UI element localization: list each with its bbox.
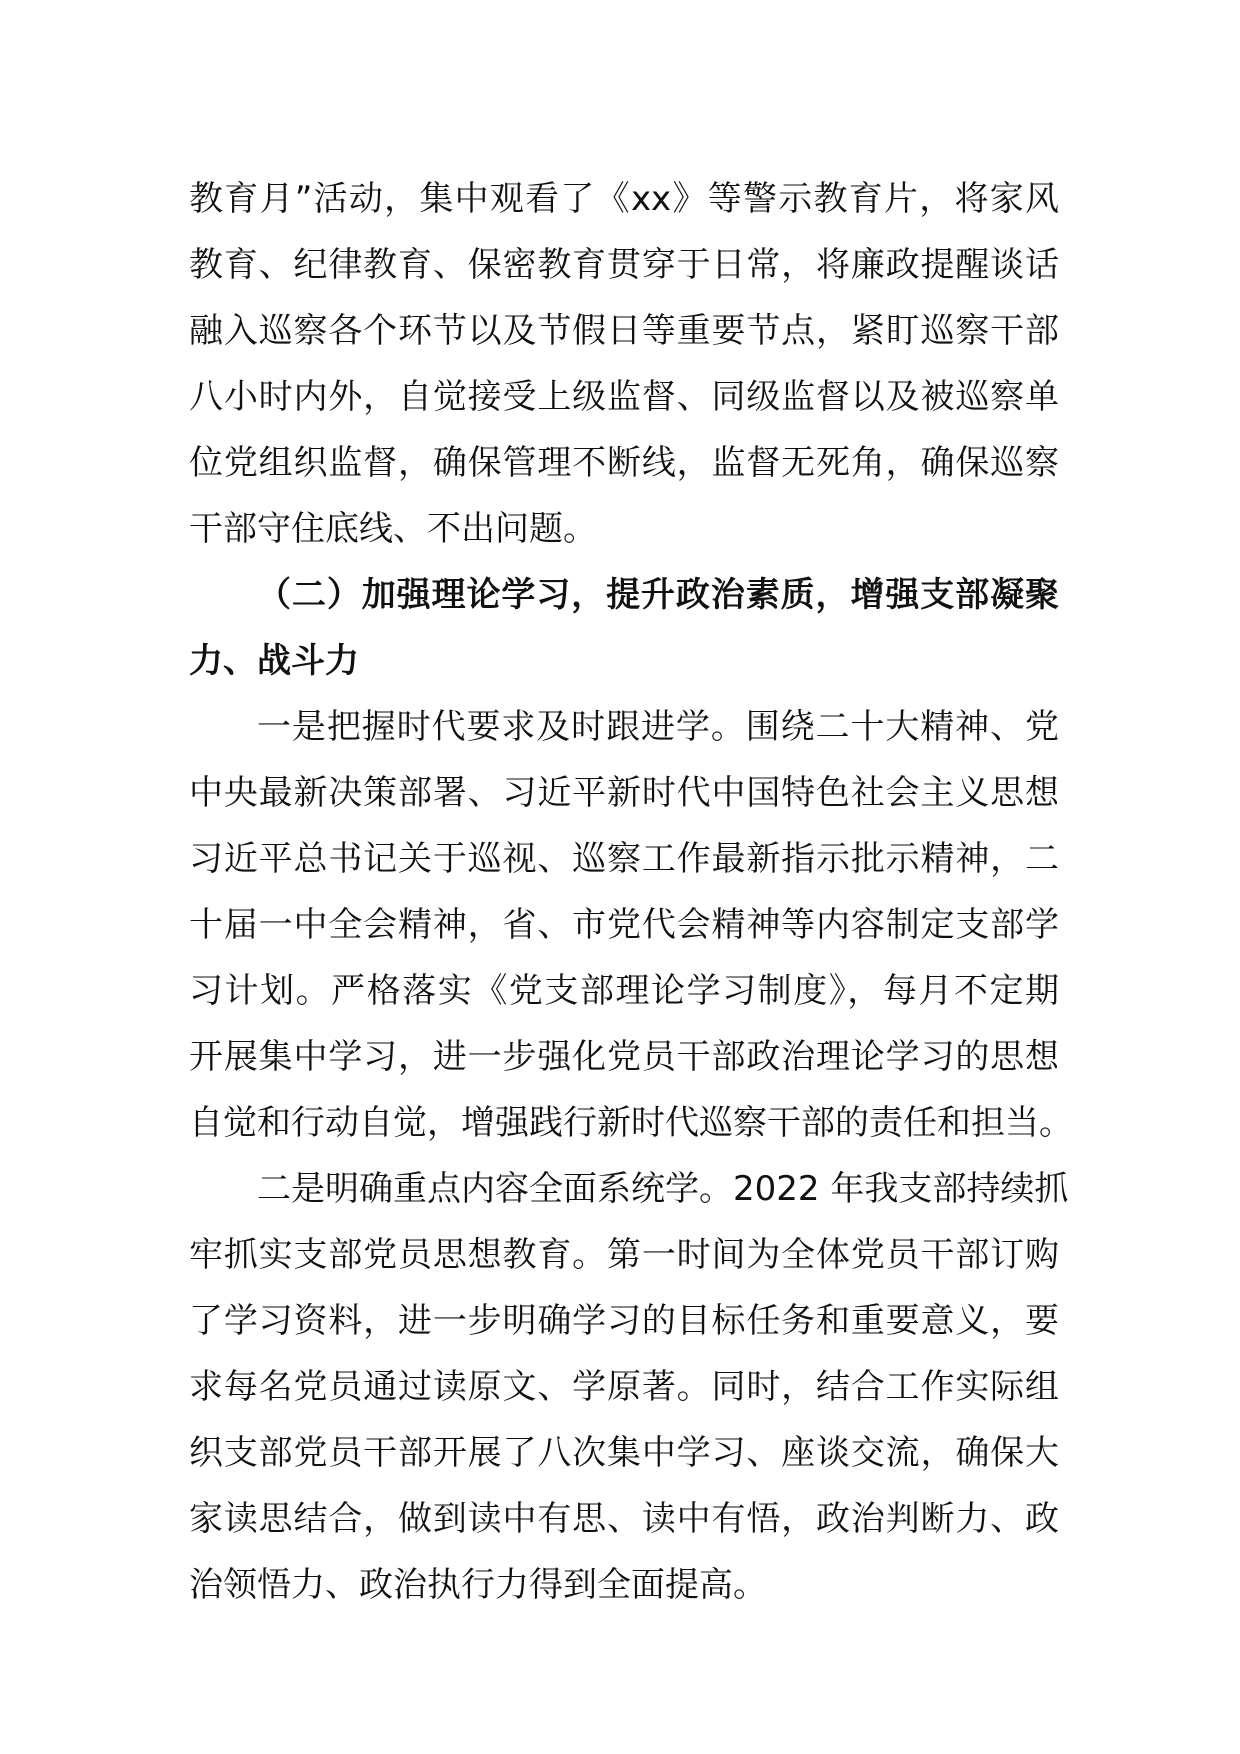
paragraph-systematic-learning xyxy=(189,1156,1069,1618)
paragraph-line: 一是把握时代要求及时跟进学。围绕二十大精神、党 xyxy=(257,707,1059,747)
paragraph-discipline-education xyxy=(189,166,1059,562)
paragraph-line: 二是明确重点内容全面系统学。2022 年我支部持续抓 xyxy=(257,1169,1069,1209)
paragraph-line: 习计划。严格落实《党支部理论学习制度》，每月不定期 xyxy=(189,971,1059,1011)
heading-line: （二）加强理论学习，提升政治素质，增强支部凝聚 xyxy=(257,575,1059,615)
paragraph-line: 求每名党员通过读原文、学原著。同时，结合工作实际组 xyxy=(189,1367,1059,1407)
heading-line: 力、战斗力 xyxy=(189,641,359,681)
paragraph-line: 牢抓实支部党员思想教育。第一时间为全体党员干部订购 xyxy=(189,1235,1059,1275)
paragraph-line: 治领悟力、政治执行力得到全面提高。 xyxy=(189,1565,767,1605)
paragraph-line: 融入巡察各个环节以及节假日等重要节点，紧盯巡察干部 xyxy=(189,311,1059,351)
paragraph-line: 十届一中全会精神，省、市党代会精神等内容制定支部学 xyxy=(189,905,1059,945)
paragraph-line: 八小时内外，自觉接受上级监督、同级监督以及被巡察单 xyxy=(189,377,1059,417)
paragraph-line: 织支部党员干部开展了八次集中学习、座谈交流，确保大 xyxy=(189,1433,1059,1473)
paragraph-line: 开展集中学习，进一步强化党员干部政治理论学习的思想 xyxy=(189,1037,1059,1077)
paragraph-line: 干部守住底线、不出问题。 xyxy=(189,509,597,549)
paragraph-line: 习近平总书记关于巡视、巡察工作最新指示批示精神，二 xyxy=(189,839,1059,879)
paragraph-line: 位党组织监督，确保管理不断线，监督无死角，确保巡察 xyxy=(189,443,1059,483)
paragraph-line: 家读思结合，做到读中有思、读中有悟，政治判断力、政 xyxy=(189,1499,1059,1539)
paragraph-line: 自觉和行动自觉，增强践行新时代巡察干部的责任和担当。 xyxy=(189,1103,1073,1143)
paragraph-line: 了学习资料，进一步明确学习的目标任务和重要意义，要 xyxy=(189,1301,1059,1341)
section-heading xyxy=(189,562,1059,694)
document-body xyxy=(189,166,1073,1618)
paragraph-keep-up-learning xyxy=(189,694,1073,1156)
paragraph-line: 教育月”活动，集中观看了《xx》等警示教育片，将家风 xyxy=(189,179,1059,219)
paragraph-line: 教育、纪律教育、保密教育贯穿于日常，将廉政提醒谈话 xyxy=(189,245,1059,285)
paragraph-line: 中央最新决策部署、习近平新时代中国特色社会主义思想 xyxy=(189,773,1059,813)
